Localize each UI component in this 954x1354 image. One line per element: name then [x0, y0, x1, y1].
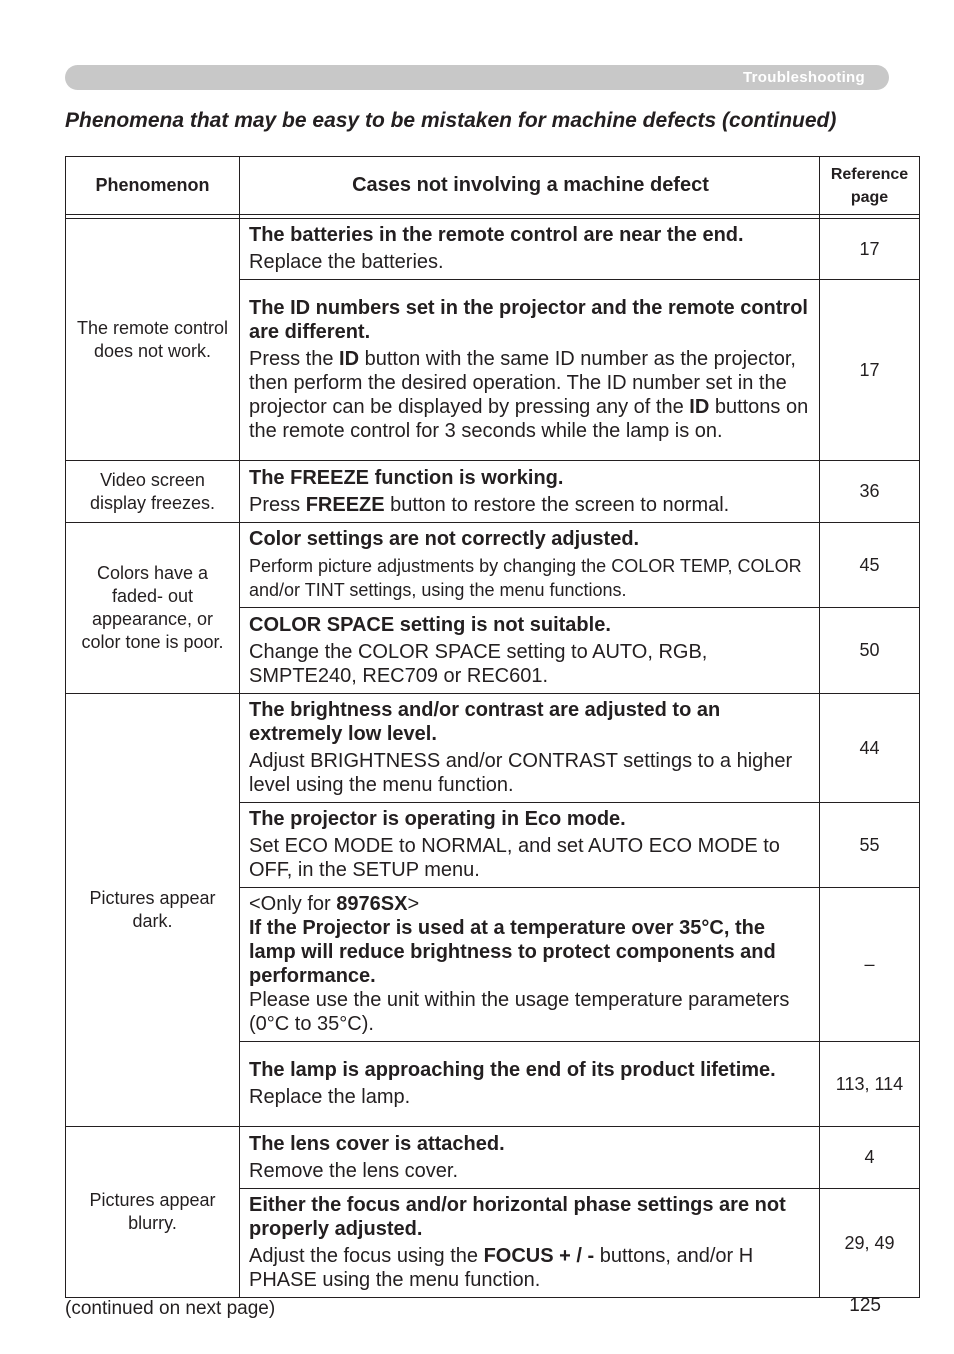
- model-note-text: >: [407, 893, 420, 915]
- case-heading: Color settings are not correctly adjusted.: [249, 528, 640, 550]
- case-heading: The projector is operating in Eco mode.: [249, 808, 626, 830]
- phenomenon-cell: Video screen display freezes.: [66, 461, 240, 523]
- case-body-text: buttons, and/or H PHASE using the menu function.: [249, 1245, 754, 1291]
- case-body: Replace the lamp.: [249, 1086, 411, 1108]
- case-cell: [240, 1189, 820, 1298]
- case-body-text: buttons on the remote control for 3 seconds while the lamp is on.: [249, 396, 809, 442]
- case-body-key: FOCUS + / -: [483, 1245, 595, 1267]
- case-heading: Either the focus and/or horizontal phase settings are not properly adjusted.: [249, 1194, 786, 1240]
- phenomenon-cell: Colors have a faded- out appearance, or color tone is poor.: [66, 523, 240, 694]
- case-body-text: button to restore the screen to normal.: [384, 493, 730, 516]
- model-note-text: <Only for: [249, 893, 337, 915]
- case-cell: [240, 803, 820, 888]
- case-body: Please use the unit within the usage temperature parameters (0°C to 35°C).: [249, 989, 790, 1035]
- case-cell: [240, 523, 820, 608]
- case-cell: [240, 461, 820, 523]
- model-note-model: 8976SX: [336, 893, 408, 915]
- column-header-reference-line1: Reference: [830, 165, 909, 183]
- case-cell: [240, 694, 820, 803]
- reference-page: 55: [820, 803, 920, 888]
- case-body-text: Press the: [249, 348, 340, 370]
- case-body: Replace the batteries.: [249, 251, 444, 273]
- case-body: [249, 347, 812, 443]
- model-note: [249, 893, 419, 915]
- case-heading: The lens cover is attached.: [249, 1132, 505, 1155]
- column-header-phenomenon: Phenomenon: [66, 157, 240, 215]
- case-body: Perform picture adjustments by changing the COLOR TEMP, COLOR and/or TINT settings, using the menu functions.: [249, 556, 802, 600]
- column-header-reference-line2: page: [850, 188, 889, 206]
- column-header-reference: [820, 157, 920, 215]
- case-body-text: Press: [249, 493, 306, 516]
- case-heading: The ID numbers set in the projector and the remote control are different.: [249, 297, 808, 343]
- table-row: [66, 694, 920, 803]
- case-body-key: FREEZE: [305, 493, 385, 516]
- continued-note: (continued on next page): [65, 1298, 276, 1319]
- reference-page: 4: [820, 1127, 920, 1189]
- reference-page: 44: [820, 694, 920, 803]
- troubleshooting-table: [65, 156, 920, 1298]
- case-heading: COLOR SPACE setting is not suitable.: [249, 613, 611, 636]
- section-label: Troubleshooting: [743, 69, 865, 86]
- reference-page: 17: [820, 219, 920, 280]
- table-row: [66, 1127, 920, 1189]
- case-cell: [240, 888, 820, 1042]
- phenomenon-cell: Pictures appear dark.: [66, 694, 240, 1127]
- reference-page: 113, 114: [820, 1042, 920, 1127]
- reference-page: 17: [820, 280, 920, 461]
- table-row: [66, 523, 920, 608]
- case-cell: [240, 280, 820, 461]
- case-body: Set ECO MODE to NORMAL, and set AUTO ECO MODE to OFF, in the SETUP menu.: [249, 835, 780, 881]
- case-body-key: ID: [339, 348, 360, 370]
- case-heading: The lamp is approaching the end of its product lifetime.: [249, 1059, 776, 1081]
- case-body: [249, 1244, 812, 1292]
- case-body-text: button with the same ID number as the projector, then perform the desired operation. The ID number set in the projector can be displayed by pressing any of the: [249, 348, 796, 418]
- case-heading: The brightness and/or contrast are adjusted to an extremely low level.: [249, 699, 721, 745]
- case-body-key: ID: [689, 396, 710, 418]
- table-header-row: [66, 157, 920, 215]
- case-cell: [240, 1127, 820, 1189]
- section-header-bar: [65, 65, 889, 90]
- case-cell: [240, 219, 820, 280]
- case-heading: The batteries in the remote control are near the end.: [249, 224, 744, 246]
- case-body: Adjust BRIGHTNESS and/or CONTRAST settings to a higher level using the menu function.: [249, 750, 793, 796]
- phenomenon-cell: The remote control does not work.: [66, 219, 240, 461]
- reference-page: 45: [820, 523, 920, 608]
- case-body: Remove the lens cover.: [249, 1159, 458, 1182]
- phenomenon-cell: Pictures appear blurry.: [66, 1127, 240, 1298]
- case-body: [249, 493, 812, 517]
- case-body-text: Adjust the focus using the: [249, 1245, 484, 1267]
- table-row: [66, 461, 920, 523]
- case-body: Change the COLOR SPACE setting to AUTO, RGB, SMPTE240, REC709 or REC601.: [249, 640, 708, 687]
- reference-page: –: [820, 888, 920, 1042]
- reference-page: 50: [820, 608, 920, 694]
- case-cell: [240, 608, 820, 694]
- page-title: Phenomena that may be easy to be mistaken for machine defects (continued): [65, 109, 837, 132]
- column-header-cases: Cases not involving a machine defect: [240, 157, 820, 215]
- case-cell: [240, 1042, 820, 1127]
- reference-page: 36: [820, 461, 920, 523]
- page-number: 125: [849, 1295, 881, 1316]
- table-row: [66, 219, 920, 280]
- case-heading: The FREEZE function is working.: [249, 466, 564, 489]
- reference-page: 29, 49: [820, 1189, 920, 1298]
- case-heading: If the Projector is used at a temperature over 35°C, the lamp will reduce brightness to protect components and performance.: [249, 917, 776, 987]
